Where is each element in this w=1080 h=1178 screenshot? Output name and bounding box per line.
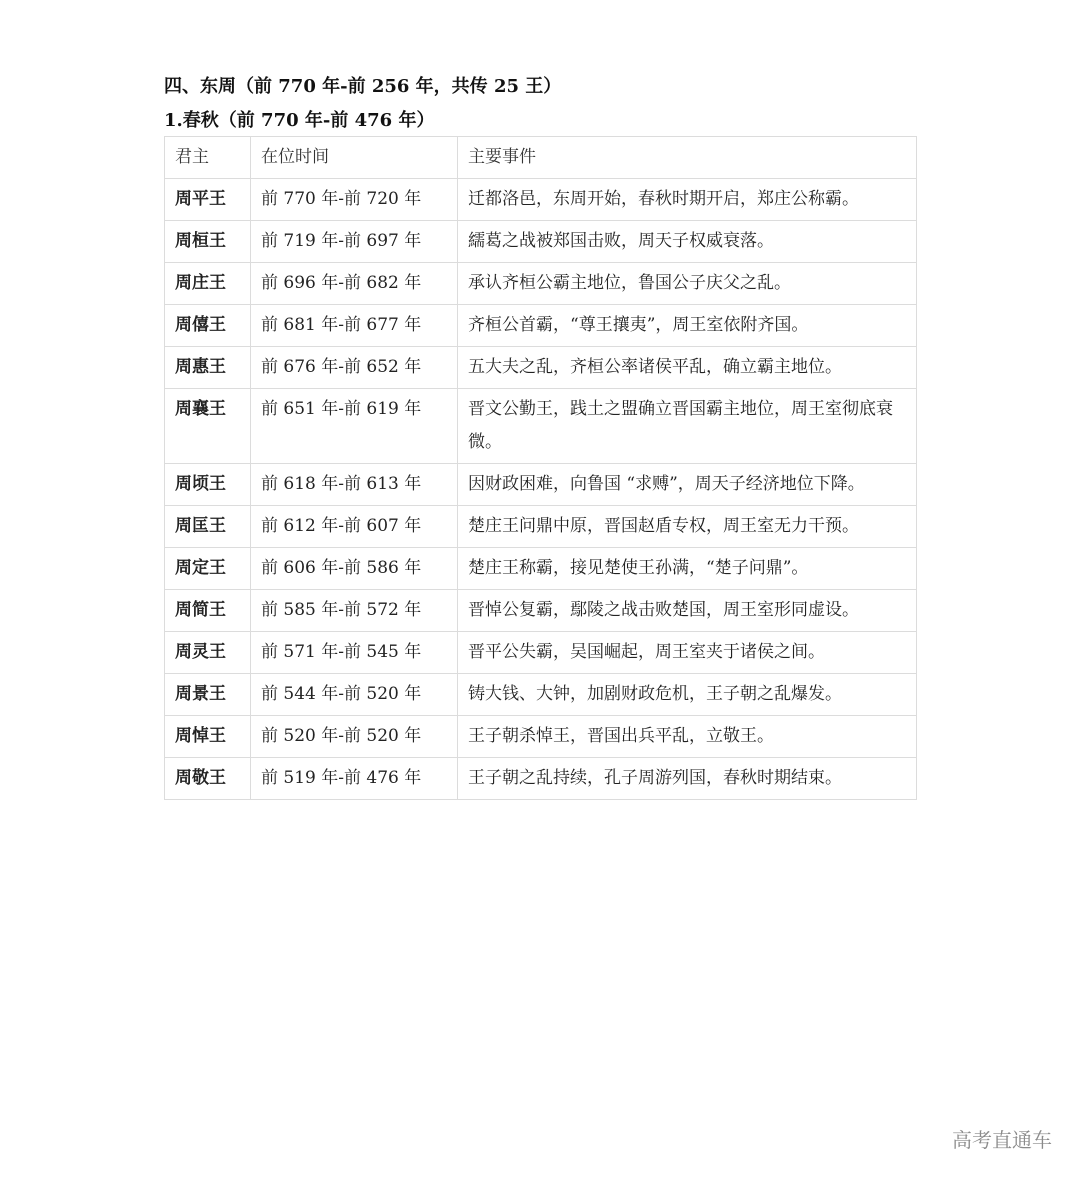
events-cell: 因财政困难，向鲁国 “求赙”，周天子经济地位下降。: [458, 464, 917, 506]
king-cell: 周敬王: [165, 758, 251, 800]
period-cell: 前 571 年-前 545 年: [251, 632, 458, 674]
period-cell: 前 612 年-前 607 年: [251, 506, 458, 548]
header-events: 主要事件: [458, 137, 917, 179]
king-cell: 周匡王: [165, 506, 251, 548]
events-cell: 五大夫之乱，齐桓公率诸侯平乱，确立霸主地位。: [458, 347, 917, 389]
table-row: [165, 221, 917, 263]
subsection-heading: 1.春秋（前 770 年-前 476 年）: [164, 110, 435, 131]
period-cell: 前 651 年-前 619 年: [251, 389, 458, 464]
king-cell: 周惠王: [165, 347, 251, 389]
events-cell: 王子朝之乱持续，孔子周游列国，春秋时期结束。: [458, 758, 917, 800]
table-row: [165, 389, 917, 464]
king-cell: 周顷王: [165, 464, 251, 506]
events-cell: 晋平公失霸，吴国崛起，周王室夹于诸侯之间。: [458, 632, 917, 674]
events-cell: 晋文公勤王，践土之盟确立晋国霸主地位，周王室彻底衰微。: [458, 389, 917, 464]
events-cell: 承认齐桓公霸主地位，鲁国公子庆父之乱。: [458, 263, 917, 305]
period-cell: 前 585 年-前 572 年: [251, 590, 458, 632]
period-cell: 前 520 年-前 520 年: [251, 716, 458, 758]
table-row: [165, 506, 917, 548]
king-cell: 周僖王: [165, 305, 251, 347]
table-row: [165, 179, 917, 221]
header-king: 君主: [165, 137, 251, 179]
period-cell: 前 618 年-前 613 年: [251, 464, 458, 506]
events-cell: 迁都洛邑，东周开始，春秋时期开启，郑庄公称霸。: [458, 179, 917, 221]
period-cell: 前 676 年-前 652 年: [251, 347, 458, 389]
table-row: [165, 305, 917, 347]
table-row: [165, 716, 917, 758]
period-cell: 前 681 年-前 677 年: [251, 305, 458, 347]
events-cell: 铸大钱、大钟，加剧财政危机，王子朝之乱爆发。: [458, 674, 917, 716]
period-cell: 前 770 年-前 720 年: [251, 179, 458, 221]
table-row: [165, 347, 917, 389]
table-row: [165, 548, 917, 590]
king-cell: 周庄王: [165, 263, 251, 305]
events-cell: 王子朝杀悼王，晋国出兵平乱，立敬王。: [458, 716, 917, 758]
table-row: [165, 590, 917, 632]
table-row: [165, 758, 917, 800]
king-cell: 周定王: [165, 548, 251, 590]
header-period: 在位时间: [251, 137, 458, 179]
period-cell: 前 519 年-前 476 年: [251, 758, 458, 800]
table-row: [165, 464, 917, 506]
king-cell: 周桓王: [165, 221, 251, 263]
section-heading: 四、东周（前 770 年-前 256 年，共传 25 王）: [164, 76, 562, 97]
table-row: [165, 674, 917, 716]
table-header-row: [165, 137, 917, 179]
period-cell: 前 606 年-前 586 年: [251, 548, 458, 590]
events-cell: 楚庄王称霸，接见楚使王孙满，“楚子问鼎”。: [458, 548, 917, 590]
watermark-text: 高考直通车: [952, 1128, 1052, 1152]
period-cell: 前 544 年-前 520 年: [251, 674, 458, 716]
king-cell: 周襄王: [165, 389, 251, 464]
events-cell: 齐桓公首霸，“尊王攘夷”，周王室依附齐国。: [458, 305, 917, 347]
table-row: [165, 632, 917, 674]
king-cell: 周悼王: [165, 716, 251, 758]
period-cell: 前 719 年-前 697 年: [251, 221, 458, 263]
king-cell: 周灵王: [165, 632, 251, 674]
events-cell: 楚庄王问鼎中原，晋国赵盾专权，周王室无力干预。: [458, 506, 917, 548]
reign-table: [164, 136, 917, 800]
events-cell: 晋悼公复霸，鄢陵之战击败楚国，周王室形同虚设。: [458, 590, 917, 632]
events-cell: 繻葛之战被郑国击败，周天子权威衰落。: [458, 221, 917, 263]
table-row: [165, 263, 917, 305]
king-cell: 周平王: [165, 179, 251, 221]
king-cell: 周简王: [165, 590, 251, 632]
period-cell: 前 696 年-前 682 年: [251, 263, 458, 305]
king-cell: 周景王: [165, 674, 251, 716]
